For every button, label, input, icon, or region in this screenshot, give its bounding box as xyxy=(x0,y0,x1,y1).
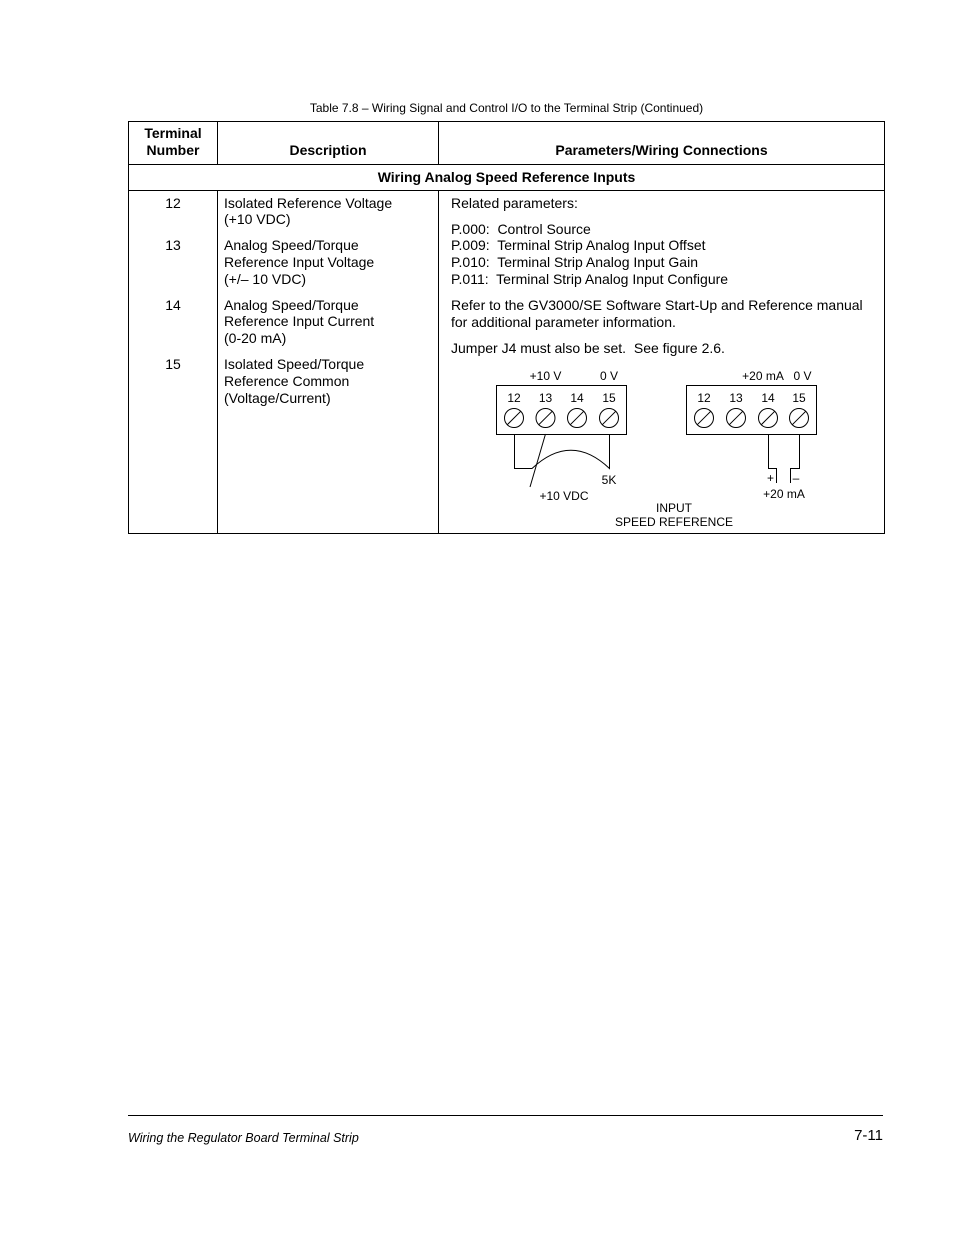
terminal-description xyxy=(217,237,374,287)
description-line: (+/– 10 VDC) xyxy=(224,270,307,287)
speed-reference-wiring-diagram xyxy=(438,362,885,532)
footer-section-title: Wiring the Regulator Board Terminal Strip xyxy=(128,1131,359,1145)
terminal-number-label: 12 xyxy=(507,391,521,405)
table-row xyxy=(129,195,438,228)
screw-terminal-icon xyxy=(695,409,714,428)
page-number: 7-11 xyxy=(854,1127,883,1144)
diagram-title-line2: SPEED REFERENCE xyxy=(614,515,734,529)
reference-note xyxy=(451,297,881,330)
header-description: Description xyxy=(289,141,367,158)
description-line: Analog Speed/Torque xyxy=(224,237,359,254)
wiring-table xyxy=(128,121,885,534)
screw-terminal-icon xyxy=(568,409,587,428)
plus-20ma-label: +20 mA xyxy=(742,369,784,383)
parameter-item: P.000: Control Source xyxy=(451,220,591,237)
screw-terminal-icon xyxy=(505,409,524,428)
description-line: Reference Input Voltage xyxy=(224,254,375,271)
terminal-description xyxy=(217,297,374,347)
terminal-number-label: 12 xyxy=(697,391,711,405)
table-row xyxy=(129,356,438,406)
plus-20ma-caption: +20 mA xyxy=(763,487,805,501)
description-line: Reference Input Current xyxy=(224,313,375,330)
voltage-input-terminal-block xyxy=(497,369,627,503)
terminal-number-label: 14 xyxy=(570,391,584,405)
header-terminal-line: Terminal xyxy=(144,124,202,141)
screw-terminal-icon xyxy=(600,409,619,428)
diagram-title-line1: INPUT xyxy=(656,501,692,515)
screw-terminal-icon xyxy=(727,409,746,428)
parameter-item: P.010: Terminal Strip Analog Input Gain xyxy=(451,254,698,271)
parameter-item: P.011: Terminal Strip Analog Input Configure xyxy=(451,270,729,287)
description-line: Analog Speed/Torque xyxy=(224,296,359,313)
screw-terminal-icon xyxy=(536,409,555,428)
plus-10vdc-caption: +10 VDC xyxy=(539,489,589,503)
parameter-list xyxy=(451,221,881,288)
terminal-number: 15 xyxy=(165,356,181,373)
reference-line: Refer to the GV3000/SE Software Start-Up and Reference manual xyxy=(451,296,863,313)
plus-10v-label: +10 V xyxy=(529,369,562,383)
terminal-number-label: 15 xyxy=(792,391,806,405)
description-line: Isolated Reference Voltage xyxy=(224,194,393,211)
related-parameters-text: Related parameters: xyxy=(451,194,578,211)
section-title: Wiring Analog Speed Reference Inputs xyxy=(377,168,636,185)
minus-sign-label: – xyxy=(792,471,800,485)
zero-v-label: 0 V xyxy=(793,369,812,383)
reference-line: for additional parameter information. xyxy=(451,313,676,330)
terminal-list xyxy=(129,195,438,416)
potentiometer-resistor-wiring xyxy=(515,434,610,469)
terminal-number-label: 14 xyxy=(761,391,775,405)
terminal-number-label: 15 xyxy=(602,391,616,405)
table-grid-line xyxy=(129,190,884,191)
header-parameters-wiring: Parameters/Wiring Connections xyxy=(555,141,768,158)
header-number-line: Number xyxy=(146,141,200,158)
terminal-number: 14 xyxy=(165,296,181,313)
header-terminal-number xyxy=(129,125,217,159)
table-caption: Table 7.8 – Wiring Signal and Control I/O to the Terminal Strip (Continued) xyxy=(309,101,704,115)
terminal-description xyxy=(217,356,364,406)
table-grid-line xyxy=(129,164,884,165)
description-line: (0-20 mA) xyxy=(224,330,287,347)
description-line: Reference Common xyxy=(224,372,350,389)
terminal-number-label: 13 xyxy=(538,391,553,405)
screw-terminal-icon xyxy=(790,409,809,428)
current-input-terminal-block xyxy=(687,369,817,501)
jumper-note xyxy=(451,340,881,357)
zero-v-label: 0 V xyxy=(599,369,619,383)
terminal-description xyxy=(217,195,392,228)
footer-rule xyxy=(128,1115,883,1116)
parameters-cell xyxy=(451,195,881,357)
description-line: Isolated Speed/Torque xyxy=(224,356,365,373)
screw-terminal-icon xyxy=(759,409,778,428)
table-row xyxy=(129,297,438,347)
related-parameters-label xyxy=(451,195,881,212)
plus-sign-label: + xyxy=(766,471,775,485)
table-row xyxy=(129,237,438,287)
parameter-item: P.009: Terminal Strip Analog Input Offset xyxy=(451,237,706,254)
jumper-note-text: Jumper J4 must also be set. See figure 2.6. xyxy=(451,340,725,357)
description-line: (+10 VDC) xyxy=(224,211,291,228)
terminal-number-label: 13 xyxy=(729,391,743,405)
potentiometer-wiper xyxy=(530,434,546,487)
terminal-number: 12 xyxy=(165,194,181,211)
terminal-number: 13 xyxy=(165,237,181,254)
resistor-5k-label: 5K xyxy=(601,473,617,487)
description-line: (Voltage/Current) xyxy=(224,389,331,406)
